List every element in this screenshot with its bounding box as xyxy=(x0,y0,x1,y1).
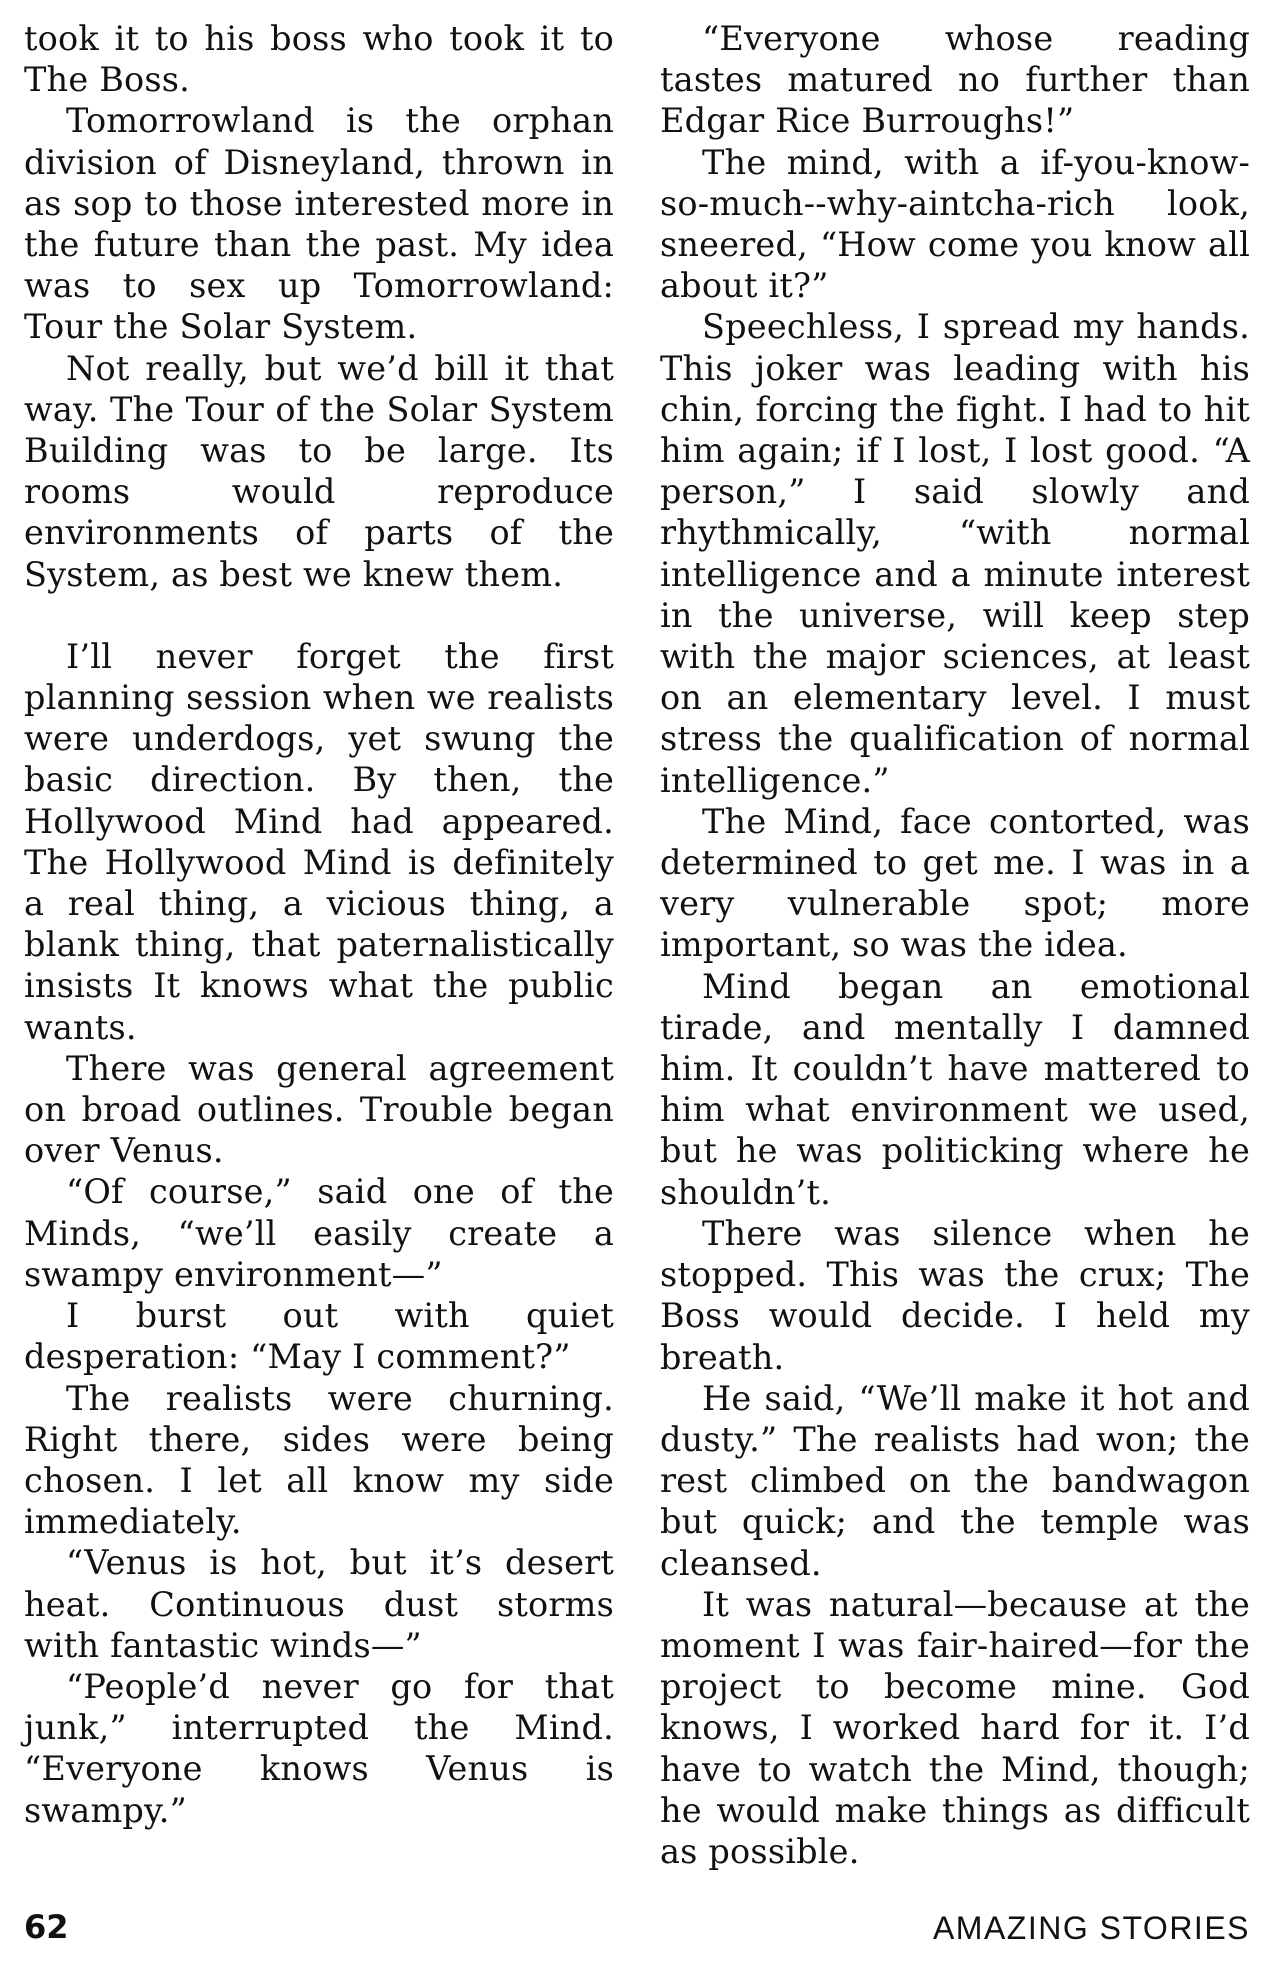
paragraph: “People’d never go for that junk,” interrupted the Mind. “Everyone knows Venus is swampy.” xyxy=(24,1666,614,1830)
left-column xyxy=(24,18,614,1831)
paragraph: There was general agreement on broad outlines. Trouble began over Venus. xyxy=(24,1048,614,1171)
paragraph: I’ll never forget the first planning session when we realists were underdogs, yet swung the basic direction. By then, the Hollywood Mind had appeared. The Hollywood Mind is definitely a real thing, a vicious thing, a blank thing, that paternalistically insists It knows what the public wants. xyxy=(24,636,614,1047)
paragraph: “Venus is hot, but it’s desert heat. Continuous dust storms with fantastic winds—” xyxy=(24,1543,614,1665)
paragraph: Mind began an emotional tirade, and mentally I damned him. It couldn’t have mattered to him what environment we used, but he was politicking where he shouldn’t. xyxy=(660,966,1250,1212)
paragraph: The realists were churning. Right there, sides were being chosen. I let all know my side immediately. xyxy=(24,1378,614,1542)
paragraph: took it to his boss who took it to The Boss. xyxy=(24,19,614,100)
paragraph: Speechless, I spread my hands. This joker was leading with his chin, forcing the fight. I had to hit him again; if I lost, I lost good. “A person,” I said slowly and rhythmically, “with normal intelligence and a minute interest in the universe, will keep step with the major sciences, at least on an elementary level. I must stress the qualification of normal intelligence.” xyxy=(660,307,1250,800)
paragraph: The mind, with a if-you-know-so-much--why-aintcha-rich look, sneered, “How come you know all about it?” xyxy=(660,142,1250,306)
page-footer xyxy=(24,1908,1250,1948)
right-column xyxy=(660,18,1250,1872)
paragraph: It was natural—because at the moment I was fair-haired—for the project to become mine. God knows, I worked hard for it. I’d have to watch the Mind, though; he would make things as difficult as possible. xyxy=(660,1584,1250,1871)
paragraph: “Everyone whose reading tastes matured no further than Edgar Rice Burroughs!” xyxy=(660,19,1250,141)
paragraph: I burst out with quiet desperation: “May I comment?” xyxy=(24,1296,614,1377)
page-number: 62 xyxy=(24,1908,69,1946)
paragraph: Not really, but we’d bill it that way. The Tour of the Solar System Building was to be large. Its rooms would reproduce environments of parts of the System, as best we knew them. xyxy=(24,348,614,594)
paragraph: There was silence when he stopped. This was the crux; The Boss would decide. I held my breath. xyxy=(660,1213,1250,1377)
paragraph: He said, “We’ll make it hot and dusty.” The realists had won; the rest climbed on the bandwagon but quick; and the temple was cleansed. xyxy=(660,1378,1250,1583)
paragraph: The Mind, face contorted, was determined to get me. I was in a very vulnerable spot; more important, so was the idea. xyxy=(660,801,1250,965)
magazine-title: AMAZING STORIES xyxy=(932,1910,1250,1946)
paragraph: Tomorrowland is the orphan division of Disneyland, thrown in as sop to those interested more in the future than the past. My idea was to sex up Tomorrowland: Tour the Solar System. xyxy=(24,101,614,347)
paragraph: “Of course,” said one of the Minds, “we’ll easily create a swampy environment—” xyxy=(24,1172,614,1294)
